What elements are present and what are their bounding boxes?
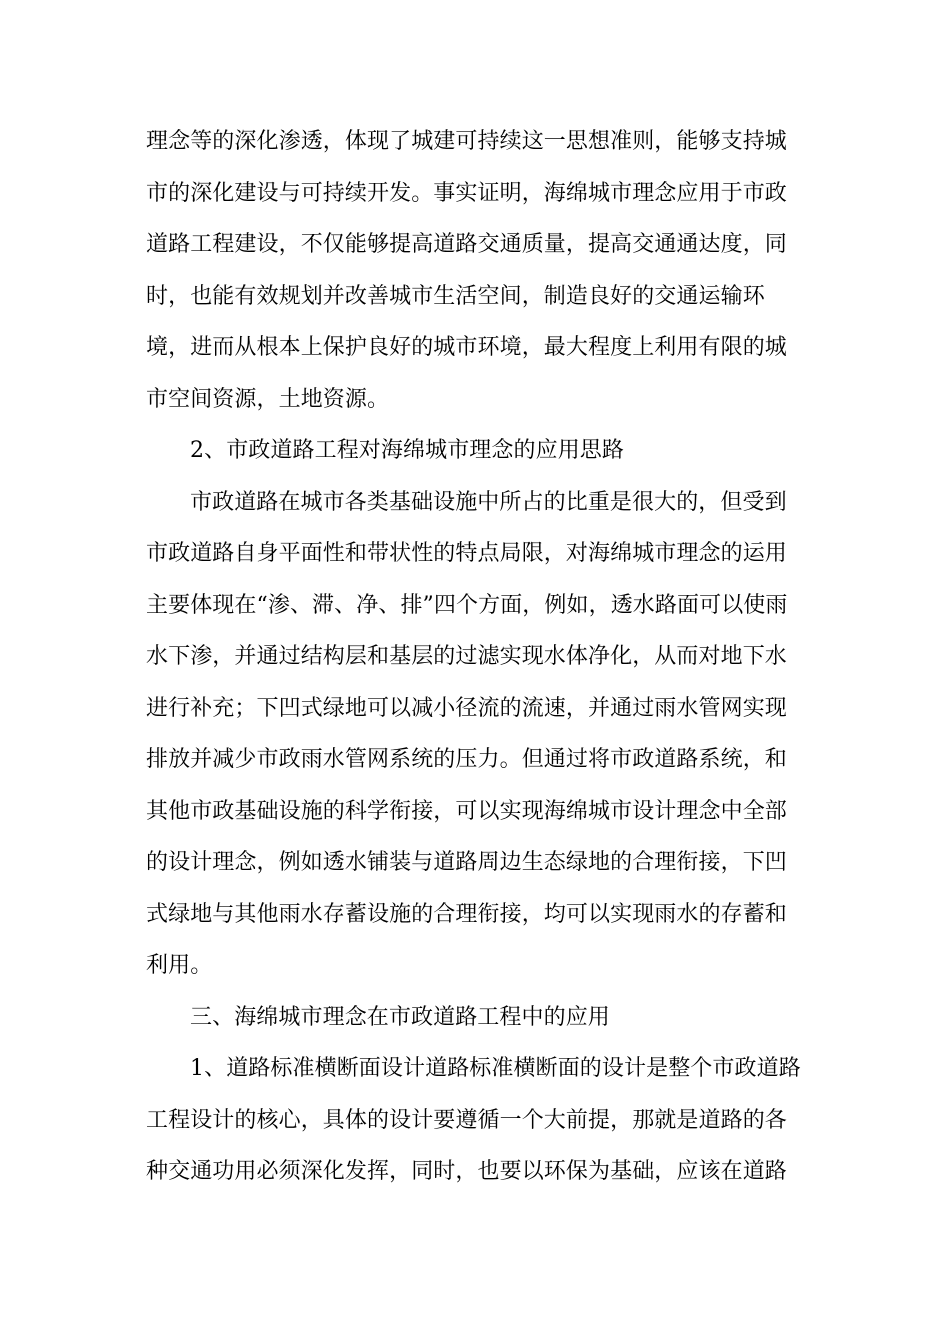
text-line: 市空间资源，土地资源。 <box>146 386 390 412</box>
text-line: 排放并减少市政雨水管网系统的压力。但通过将市政道路系统，和 <box>146 747 787 772</box>
section-heading: 2、市政道路工程对海绵城市理念的应用思路 <box>190 438 624 463</box>
text-line: 境，进而从根本上保护良好的城市环境，最大程度上利用有限的城 <box>146 335 787 360</box>
text-line: 其他市政基础设施的科学衔接，可以实现海绵城市设计理念中全部 <box>146 798 787 824</box>
text-line: 进行补充；下凹式绿地可以减小径流的流速，并通过雨水管网实现 <box>146 695 787 721</box>
paragraph-first-line: 市政道路在城市各类基础设施中所占的比重是很大的，但受到 <box>190 489 787 515</box>
section-heading: 三、海绵城市理念在市政道路工程中的应用 <box>190 1004 610 1030</box>
text-line: 工程设计的核心，具体的设计要遵循一个大前提，那就是道路的各 <box>146 1107 787 1133</box>
text-line: 的设计理念，例如透水铺装与道路周边生态绿地的合理衔接，下凹 <box>146 850 787 875</box>
text-line: 市的深化建设与可持续开发。事实证明，海绵城市理念应用于市政 <box>146 180 787 206</box>
text-line: 道路工程建设，不仅能够提高道路交通质量，提高交通通达度，同 <box>146 232 787 257</box>
text-line: 时，也能有效规划并改善城市生活空间，制造良好的交通运输环 <box>146 283 765 309</box>
text-line: 利用。 <box>146 953 213 978</box>
paragraph-first-line: 1、道路标准横断面设计道路标准横断面的设计是整个市政道路 <box>190 1056 801 1081</box>
text-line: 种交通功用必须深化发挥，同时，也要以环保为基础，应该在道路 <box>146 1159 787 1184</box>
text-line: 主要体现在“渗、滞、净、排”四个方面，例如，透水路面可以使雨 <box>146 592 788 618</box>
document-body <box>146 116 806 1198</box>
text-line: 市政道路自身平面性和带状性的特点局限，对海绵城市理念的运用 <box>146 541 787 566</box>
text-line: 理念等的深化渗透，体现了城建可持续这一思想准则，能够支持城 <box>146 129 787 154</box>
text-line: 式绿地与其他雨水存蓄设施的合理衔接，均可以实现雨水的存蓄和 <box>146 901 787 927</box>
text-line: 水下渗，并通过结构层和基层的过滤实现水体净化，从而对地下水 <box>146 644 787 669</box>
